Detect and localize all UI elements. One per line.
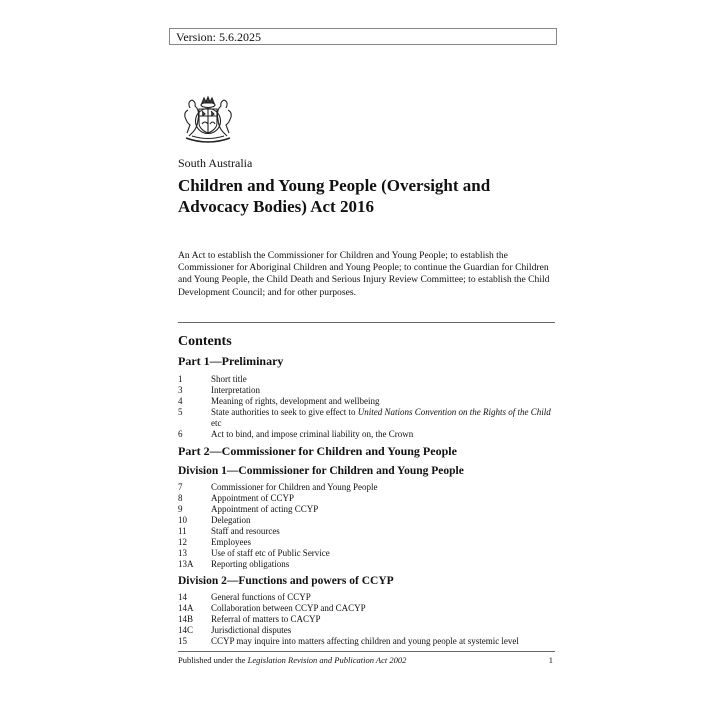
toc-entry[interactable] <box>178 429 558 440</box>
convention-title: United Nations Convention on the Rights of the Child <box>357 407 551 417</box>
section-number: 14 <box>178 592 187 602</box>
table-of-contents <box>178 354 558 651</box>
section-title: Appointment of CCYP <box>211 493 295 503</box>
section-number: 10 <box>178 515 187 525</box>
section-title: Staff and resources <box>211 526 280 536</box>
section-number: 13A <box>178 559 194 569</box>
footer-divider <box>178 651 555 652</box>
section-title: Act to bind, and impose criminal liability on, the Crown <box>211 429 414 439</box>
page-footer <box>178 655 555 666</box>
toc-entry[interactable] <box>178 396 558 407</box>
toc-list <box>178 592 558 647</box>
section-title: Short title <box>211 374 247 384</box>
section-title: Meaning of rights, development and wellbeing <box>211 396 380 406</box>
section-number: 8 <box>178 493 183 503</box>
section-number: 1 <box>178 374 183 384</box>
toc-entry[interactable] <box>178 515 558 526</box>
section-number: 11 <box>178 526 187 536</box>
section-title: Appointment of acting CCYP <box>211 504 319 514</box>
section-number: 15 <box>178 636 187 646</box>
footer-act-name: Legislation Revision and Publication Act 2002 <box>247 655 407 665</box>
section-title: Employees <box>211 537 251 547</box>
section-title: Collaboration between CCYP and CACYP <box>211 603 366 613</box>
toc-entry[interactable] <box>178 625 558 636</box>
toc-entry[interactable] <box>178 614 558 625</box>
divider <box>178 322 555 323</box>
toc-entry[interactable] <box>178 385 558 396</box>
section-title: Use of staff etc of Public Service <box>211 548 330 558</box>
toc-list <box>178 482 558 570</box>
section-title: Reporting obligations <box>211 559 290 569</box>
toc-list <box>178 374 558 440</box>
section-title: CCYP may inquire into matters affecting children and young people at systemic level <box>211 636 519 646</box>
section-number: 13 <box>178 548 187 558</box>
footer-prefix: Published under the <box>178 655 248 665</box>
section-number: 14C <box>178 625 194 635</box>
section-number: 14A <box>178 603 194 613</box>
section-title: General functions of CCYP <box>211 592 311 602</box>
section-title: Interpretation <box>211 385 260 395</box>
toc-entry[interactable] <box>178 537 558 548</box>
coat-of-arms-icon <box>180 94 236 144</box>
section-title-text: State authorities to seek to give effect to <box>211 407 358 417</box>
section-number: 14B <box>178 614 194 624</box>
toc-entry[interactable] <box>178 504 558 515</box>
section-title <box>211 407 558 429</box>
act-title: Children and Young People (Oversight and Advocacy Bodies) Act 2016 <box>178 176 491 216</box>
section-number: 5 <box>178 407 183 417</box>
section-number: 12 <box>178 537 187 547</box>
section-number: 9 <box>178 504 183 514</box>
toc-entry[interactable] <box>178 493 558 504</box>
division-heading[interactable]: Division 1—Commissioner for Children and Young People <box>178 465 464 477</box>
section-title-tail: etc <box>211 418 222 428</box>
jurisdiction-label: South Australia <box>178 156 253 170</box>
section-number: 4 <box>178 396 183 406</box>
division-heading[interactable]: Division 2—Functions and powers of CCYP <box>178 575 394 587</box>
part-heading[interactable]: Part 1—Preliminary <box>178 354 284 368</box>
toc-entry[interactable] <box>178 548 558 559</box>
section-title: Jurisdictional disputes <box>211 625 292 635</box>
section-number: 6 <box>178 429 183 439</box>
toc-entry[interactable] <box>178 559 558 570</box>
section-title: Delegation <box>211 515 251 525</box>
section-title: Referral of matters to CACYP <box>211 614 321 624</box>
part-heading[interactable]: Part 2—Commissioner for Children and Young People <box>178 444 457 458</box>
toc-entry[interactable] <box>178 636 558 647</box>
contents-heading: Contents <box>178 334 232 349</box>
page-number: 1 <box>548 655 553 665</box>
section-number: 7 <box>178 482 183 492</box>
section-title: Commissioner for Children and Young People <box>211 482 378 492</box>
toc-entry[interactable] <box>178 407 558 429</box>
section-number: 3 <box>178 385 183 395</box>
toc-entry[interactable] <box>178 526 558 537</box>
toc-entry[interactable] <box>178 603 558 614</box>
toc-entry[interactable] <box>178 482 558 493</box>
long-title: An Act to establish the Commissioner for Children and Young People; to establish the Commissioner for Aboriginal Children and Young People; to continue the Guardian for Children and Young People, the Child Death and Serious Injury Review Committee; to establish the Child Development Council; and for other purposes. <box>178 250 550 298</box>
toc-entry[interactable] <box>178 374 558 385</box>
version-label: Version: 5.6.2025 <box>169 28 557 45</box>
toc-entry[interactable] <box>178 592 558 603</box>
